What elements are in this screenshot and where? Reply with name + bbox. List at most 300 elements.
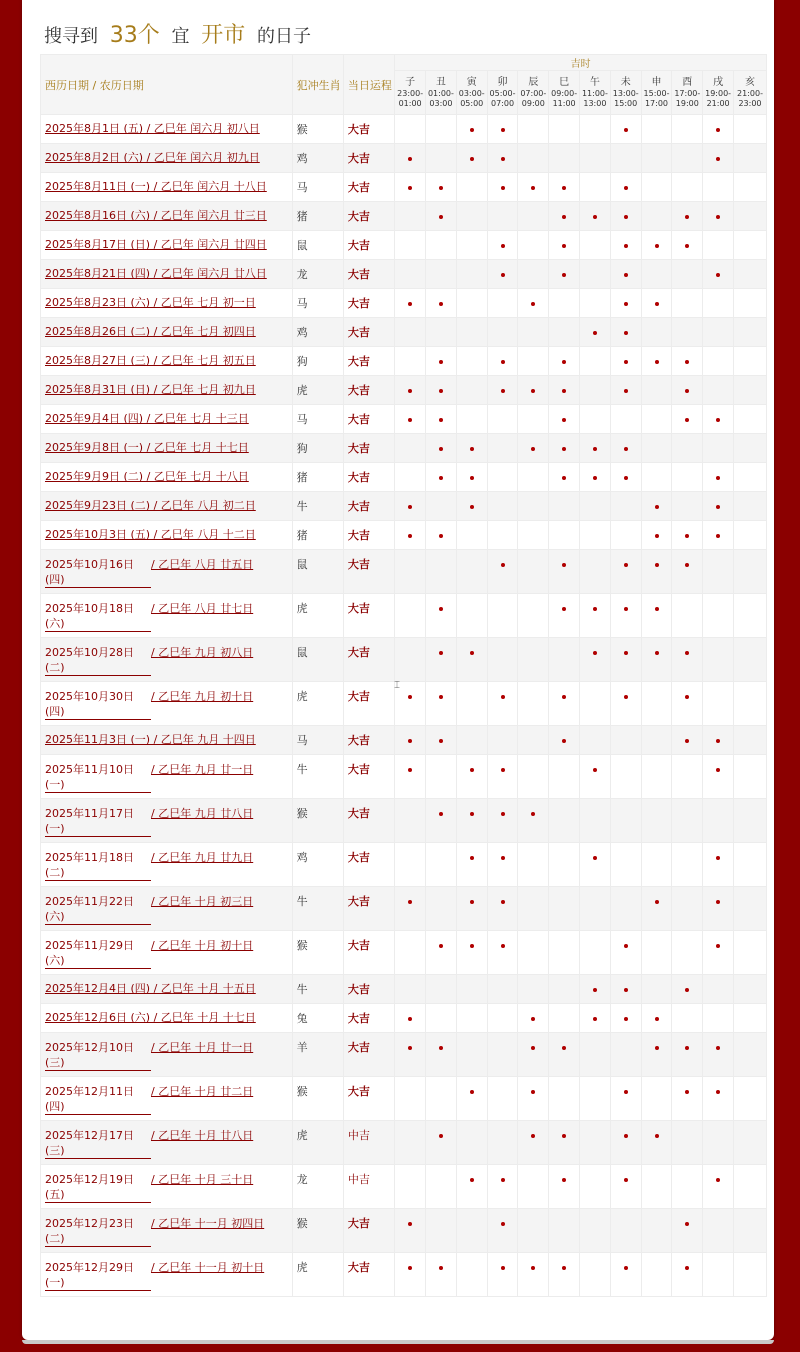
date-link[interactable]: 2025年11月18日	[45, 851, 134, 864]
auspicious-dot-icon	[624, 1017, 628, 1021]
hour-cell	[610, 1004, 641, 1033]
lunar-date-link[interactable]: / 乙巳年 八月 廿七日	[151, 602, 254, 615]
auspicious-dot-icon	[470, 1178, 474, 1182]
hour-cell	[426, 521, 457, 550]
table-row	[41, 492, 767, 521]
hour-cell	[487, 594, 518, 638]
hour-cell	[456, 463, 487, 492]
hour-cell	[703, 799, 734, 843]
auspicious-dot-icon	[624, 186, 628, 190]
date-link[interactable]: 2025年12月23日	[45, 1217, 134, 1230]
date-link[interactable]: 2025年12月19日	[45, 1173, 134, 1186]
date-link[interactable]: 2025年12月4日 (四) / 乙巳年 十月 十五日	[45, 982, 256, 995]
date-link[interactable]: 2025年11月22日	[45, 895, 134, 908]
hour-cell	[549, 594, 580, 638]
table-row	[41, 144, 767, 173]
date-link[interactable]: 2025年10月16日	[45, 558, 134, 571]
yunshi-cell: 大吉	[343, 463, 394, 492]
hour-cell	[641, 1121, 672, 1165]
lunar-date-link[interactable]: / 乙巳年 十月 廿八日	[151, 1129, 254, 1142]
date-link[interactable]: 2025年8月17日 (日) / 乙巳年 闰六月 廿四日	[45, 238, 267, 251]
weekday-label[interactable]: (六)	[45, 954, 65, 967]
hour-cell	[580, 843, 611, 887]
hour-cell	[487, 1033, 518, 1077]
hour-cell	[610, 144, 641, 173]
hour-cell	[456, 843, 487, 887]
hour-cell	[518, 231, 549, 260]
hour-cell	[703, 931, 734, 975]
hour-cell	[395, 434, 426, 463]
hour-cell	[641, 726, 672, 755]
weekday-label[interactable]: (二)	[45, 866, 65, 879]
date-cell	[41, 289, 293, 318]
auspicious-dot-icon	[562, 215, 566, 219]
hour-cell	[549, 1165, 580, 1209]
hour-cell	[426, 318, 457, 347]
table-row	[41, 173, 767, 202]
hour-cell	[703, 638, 734, 682]
lunar-date-link[interactable]: / 乙巳年 十月 三十日	[151, 1173, 254, 1186]
auspicious-dot-icon	[439, 476, 443, 480]
date-link[interactable]: 2025年8月11日 (一) / 乙巳年 闰六月 十八日	[45, 180, 267, 193]
auspicious-dot-icon	[716, 856, 720, 860]
hour-cell	[518, 434, 549, 463]
lunar-date-link[interactable]: / 乙巳年 九月 廿八日	[151, 807, 254, 820]
hour-cell	[395, 1165, 426, 1209]
hour-cell	[456, 434, 487, 463]
chong-cell: 羊	[292, 1033, 343, 1077]
date-link[interactable]: 2025年11月3日 (一) / 乙巳年 九月 十四日	[45, 733, 256, 746]
yunshi-cell: 大吉	[343, 115, 394, 144]
hour-cell	[395, 260, 426, 289]
hour-header	[734, 71, 767, 115]
auspicious-dot-icon	[655, 505, 659, 509]
hour-cell	[703, 682, 734, 726]
chong-cell: 马	[292, 405, 343, 434]
auspicious-dot-icon	[439, 607, 443, 611]
auspicious-dot-icon	[593, 447, 597, 451]
auspicious-dot-icon	[531, 302, 535, 306]
link-underline	[45, 631, 151, 632]
table-row	[41, 115, 767, 144]
table-row	[41, 755, 767, 799]
table-row	[41, 1004, 767, 1033]
hour-cell	[395, 115, 426, 144]
hour-cell	[487, 405, 518, 434]
hour-cell	[641, 682, 672, 726]
hour-cell	[672, 405, 703, 434]
hour-cell	[610, 289, 641, 318]
yunshi-cell: 大吉	[343, 347, 394, 376]
hour-cell	[426, 173, 457, 202]
hour-cell	[641, 492, 672, 521]
hour-cell	[456, 521, 487, 550]
yunshi-cell: 大吉	[343, 405, 394, 434]
hour-cell	[580, 550, 611, 594]
date-link[interactable]: 2025年11月17日	[45, 807, 134, 820]
hour-cell	[518, 347, 549, 376]
hour-cell	[580, 318, 611, 347]
hour-cell	[734, 1121, 767, 1165]
hour-cell	[549, 318, 580, 347]
date-cell	[41, 492, 293, 521]
hour-cell	[641, 755, 672, 799]
lunar-date-link[interactable]: / 乙巳年 九月 廿一日	[151, 763, 254, 776]
lunar-date-link[interactable]: / 乙巳年 九月 初十日	[151, 690, 254, 703]
date-link[interactable]: 2025年9月4日 (四) / 乙巳年 七月 十三日	[45, 412, 249, 425]
auspicious-dot-icon	[655, 1046, 659, 1050]
hour-cell	[549, 975, 580, 1004]
date-cell	[41, 726, 293, 755]
weekday-label[interactable]: (二)	[45, 1232, 65, 1245]
date-link[interactable]: 2025年10月30日	[45, 690, 134, 703]
auspicious-dot-icon	[501, 389, 505, 393]
hour-cell	[456, 1209, 487, 1253]
hour-cell	[610, 931, 641, 975]
hour-cell	[518, 1209, 549, 1253]
date-link[interactable]: 2025年10月3日 (五) / 乙巳年 八月 十二日	[45, 528, 256, 541]
hour-cell	[734, 289, 767, 318]
hour-cell	[426, 1165, 457, 1209]
auspicious-dot-icon	[685, 244, 689, 248]
auspicious-dot-icon	[470, 651, 474, 655]
auspicious-dot-icon	[624, 988, 628, 992]
chong-cell: 猴	[292, 799, 343, 843]
hour-cell	[487, 887, 518, 931]
hour-cell	[426, 682, 457, 726]
date-link[interactable]: 2025年8月23日 (六) / 乙巳年 七月 初一日	[45, 296, 256, 309]
yunshi-cell: 大吉	[343, 289, 394, 318]
hour-cell	[549, 492, 580, 521]
date-cell	[41, 173, 293, 202]
hour-cell	[703, 975, 734, 1004]
date-link[interactable]: 2025年10月18日	[45, 602, 134, 615]
table-row	[41, 1253, 767, 1297]
date-link[interactable]: 2025年9月23日 (二) / 乙巳年 八月 初二日	[45, 499, 256, 512]
auspicious-dot-icon	[470, 944, 474, 948]
hour-cell	[487, 682, 518, 726]
date-link[interactable]: 2025年8月21日 (四) / 乙巳年 闰六月 廿八日	[45, 267, 267, 280]
auspicious-dot-icon	[501, 768, 505, 772]
lunar-date-link[interactable]: / 乙巳年 八月 廿五日	[151, 558, 254, 571]
weekday-label[interactable]: (六)	[45, 617, 65, 630]
date-link[interactable]: 2025年9月9日 (二) / 乙巳年 七月 十八日	[45, 470, 249, 483]
date-cell	[41, 115, 293, 144]
hour-cell	[456, 173, 487, 202]
hour-cell	[487, 434, 518, 463]
hour-cell	[703, 492, 734, 521]
chong-cell: 狗	[292, 434, 343, 463]
hour-cell	[456, 1121, 487, 1165]
weekday-label[interactable]: (一)	[45, 1276, 65, 1289]
hour-cell	[518, 376, 549, 405]
table-row	[41, 521, 767, 550]
chong-cell: 虎	[292, 376, 343, 405]
date-link[interactable]: 2025年8月16日 (六) / 乙巳年 闰六月 廿三日	[45, 209, 267, 222]
date-link[interactable]: 2025年12月6日 (六) / 乙巳年 十月 十七日	[45, 1011, 256, 1024]
table-row	[41, 1165, 767, 1209]
auspicious-dot-icon	[408, 534, 412, 538]
hour-cell	[580, 682, 611, 726]
hour-cell	[549, 1253, 580, 1297]
hour-cell	[426, 843, 457, 887]
auspicious-dot-icon	[562, 476, 566, 480]
weekday-label[interactable]: (四)	[45, 573, 65, 586]
hour-cell	[580, 492, 611, 521]
hour-cell	[734, 231, 767, 260]
hour-cell	[426, 1209, 457, 1253]
hour-cell	[426, 1253, 457, 1297]
hour-cell	[549, 347, 580, 376]
hour-cell	[518, 260, 549, 289]
yunshi-cell: 大吉	[343, 1077, 394, 1121]
auspicious-dot-icon	[624, 215, 628, 219]
chong-cell: 猴	[292, 931, 343, 975]
auspicious-dot-icon	[439, 695, 443, 699]
date-link[interactable]: 2025年8月2日 (六) / 乙巳年 闰六月 初九日	[45, 151, 260, 164]
date-link[interactable]: 2025年12月11日	[45, 1085, 134, 1098]
lunar-date-link[interactable]: / 乙巳年 九月 初八日	[151, 646, 254, 659]
chong-cell: 鼠	[292, 550, 343, 594]
yunshi-cell: 大吉	[343, 1004, 394, 1033]
chong-cell: 猪	[292, 521, 343, 550]
auspicious-dot-icon	[501, 273, 505, 277]
col-header-date: 西历日期 / 农历日期	[41, 55, 293, 115]
auspicious-dot-icon	[655, 563, 659, 567]
weekday-label[interactable]: (三)	[45, 1056, 65, 1069]
hour-cell	[426, 550, 457, 594]
date-link[interactable]: 2025年8月26日 (二) / 乙巳年 七月 初四日	[45, 325, 256, 338]
date-link[interactable]: 2025年8月1日 (五) / 乙巳年 闰六月 初八日	[45, 122, 260, 135]
hour-cell	[641, 434, 672, 463]
auspicious-dot-icon	[624, 273, 628, 277]
hour-cell	[734, 347, 767, 376]
hour-cell	[395, 318, 426, 347]
table-row	[41, 1121, 767, 1165]
hour-cell	[580, 231, 611, 260]
hour-branch: 申	[651, 77, 662, 88]
auspicious-dot-icon	[716, 1046, 720, 1050]
date-link[interactable]: 2025年12月10日	[45, 1041, 134, 1054]
lunar-date-link[interactable]: / 乙巳年 十月 廿二日	[151, 1085, 254, 1098]
hour-cell	[487, 726, 518, 755]
yunshi-cell: 大吉	[343, 799, 394, 843]
chong-cell: 鼠	[292, 231, 343, 260]
hour-cell	[734, 1209, 767, 1253]
auspicious-dot-icon	[439, 302, 443, 306]
date-cell	[41, 887, 293, 931]
hour-cell	[610, 638, 641, 682]
lunar-date-link[interactable]: / 乙巳年 十一月 初十日	[151, 1261, 265, 1274]
hour-cell	[610, 975, 641, 1004]
hour-cell	[580, 521, 611, 550]
hour-cell	[456, 682, 487, 726]
auspicious-dot-icon	[685, 418, 689, 422]
table-row	[41, 726, 767, 755]
auspicious-dot-icon	[531, 1266, 535, 1270]
date-link[interactable]: 2025年8月27日 (三) / 乙巳年 七月 初五日	[45, 354, 256, 367]
hour-cell	[395, 144, 426, 173]
hour-branch: 巳	[559, 77, 570, 88]
table-row	[41, 682, 767, 726]
yunshi-cell: 大吉	[343, 434, 394, 463]
table-row	[41, 376, 767, 405]
auspicious-dot-icon	[408, 418, 412, 422]
hour-cell	[426, 231, 457, 260]
yunshi-cell: 中吉	[343, 1121, 394, 1165]
lunar-date-link[interactable]: / 乙巳年 九月 廿九日	[151, 851, 254, 864]
hour-cell	[426, 376, 457, 405]
lunar-date-link[interactable]: / 乙巳年 十月 廿一日	[151, 1041, 254, 1054]
auspicious-dot-icon	[716, 157, 720, 161]
hour-cell	[487, 1209, 518, 1253]
hour-cell	[610, 231, 641, 260]
weekday-label[interactable]: (二)	[45, 661, 65, 674]
auspicious-dot-icon	[716, 273, 720, 277]
hour-cell	[395, 887, 426, 931]
hour-cell	[672, 843, 703, 887]
hour-cell	[703, 434, 734, 463]
hour-cell	[672, 931, 703, 975]
auspicious-dot-icon	[685, 1222, 689, 1226]
auspicious-dot-icon	[685, 215, 689, 219]
results-table	[40, 54, 767, 1297]
hour-cell	[703, 843, 734, 887]
hour-cell	[641, 405, 672, 434]
auspicious-dot-icon	[470, 856, 474, 860]
auspicious-dot-icon	[408, 302, 412, 306]
auspicious-dot-icon	[685, 389, 689, 393]
weekday-label[interactable]: (一)	[45, 778, 65, 791]
table-row	[41, 231, 767, 260]
hour-cell	[487, 318, 518, 347]
weekday-label[interactable]: (四)	[45, 1100, 65, 1113]
date-link[interactable]: 2025年11月10日	[45, 763, 134, 776]
hour-cell	[426, 289, 457, 318]
date-link[interactable]: 2025年10月28日	[45, 646, 134, 659]
auspicious-dot-icon	[593, 988, 597, 992]
hour-header	[518, 71, 549, 115]
hour-cell	[456, 202, 487, 231]
date-link[interactable]: 2025年11月29日	[45, 939, 134, 952]
date-cell	[41, 347, 293, 376]
hour-cell	[734, 1077, 767, 1121]
chong-cell: 猪	[292, 202, 343, 231]
auspicious-dot-icon	[531, 389, 535, 393]
hour-cell	[549, 260, 580, 289]
auspicious-dot-icon	[439, 418, 443, 422]
hour-cell	[610, 1077, 641, 1121]
hour-cell	[456, 1253, 487, 1297]
hour-cell	[610, 202, 641, 231]
auspicious-dot-icon	[685, 1090, 689, 1094]
hour-cell	[610, 1165, 641, 1209]
auspicious-dot-icon	[439, 215, 443, 219]
lunar-date-link[interactable]: / 乙巳年 十月 初三日	[151, 895, 254, 908]
yunshi-cell: 大吉	[343, 975, 394, 1004]
hour-cell	[456, 492, 487, 521]
yunshi-cell: 大吉	[343, 638, 394, 682]
hour-cell	[518, 1077, 549, 1121]
yunshi-cell: 大吉	[343, 521, 394, 550]
table-row	[41, 638, 767, 682]
auspicious-dot-icon	[501, 360, 505, 364]
auspicious-dot-icon	[562, 447, 566, 451]
hour-cell	[672, 144, 703, 173]
weekday-label[interactable]: (一)	[45, 822, 65, 835]
hour-cell	[610, 887, 641, 931]
date-link[interactable]: 2025年12月29日	[45, 1261, 134, 1274]
hour-cell	[580, 1004, 611, 1033]
hour-cell	[703, 260, 734, 289]
auspicious-dot-icon	[408, 768, 412, 772]
hour-cell	[672, 347, 703, 376]
hour-header	[395, 71, 426, 115]
hour-cell	[610, 260, 641, 289]
yunshi-cell: 大吉	[343, 376, 394, 405]
chong-cell: 龙	[292, 260, 343, 289]
date-link[interactable]: 2025年8月31日 (日) / 乙巳年 七月 初九日	[45, 383, 256, 396]
hour-cell	[610, 843, 641, 887]
hour-cell	[734, 492, 767, 521]
auspicious-dot-icon	[562, 389, 566, 393]
auspicious-dot-icon	[562, 1266, 566, 1270]
date-link[interactable]: 2025年9月8日 (一) / 乙巳年 七月 十七日	[45, 441, 249, 454]
hour-cell	[549, 550, 580, 594]
hour-cell	[426, 931, 457, 975]
weekday-label[interactable]: (六)	[45, 910, 65, 923]
hour-range: 05:00-07:00	[489, 89, 516, 108]
chong-cell: 马	[292, 289, 343, 318]
weekday-label[interactable]: (四)	[45, 705, 65, 718]
hour-cell	[518, 755, 549, 799]
hour-cell	[641, 843, 672, 887]
lunar-date-link[interactable]: / 乙巳年 十月 初十日	[151, 939, 254, 952]
hour-range: 11:00-13:00	[581, 89, 608, 108]
hour-cell	[518, 887, 549, 931]
date-cell	[41, 550, 293, 594]
auspicious-dot-icon	[501, 157, 505, 161]
hour-cell	[518, 1004, 549, 1033]
hour-cell	[641, 887, 672, 931]
hour-cell	[456, 799, 487, 843]
hour-cell	[549, 1077, 580, 1121]
auspicious-dot-icon	[408, 900, 412, 904]
auspicious-dot-icon	[593, 856, 597, 860]
date-cell	[41, 1004, 293, 1033]
hour-cell	[641, 594, 672, 638]
chong-cell: 虎	[292, 1121, 343, 1165]
hour-cell	[734, 115, 767, 144]
hour-cell	[395, 376, 426, 405]
auspicious-dot-icon	[501, 128, 505, 132]
link-underline	[45, 836, 151, 837]
auspicious-dot-icon	[655, 900, 659, 904]
date-link[interactable]: 2025年12月17日	[45, 1129, 134, 1142]
chong-cell: 牛	[292, 755, 343, 799]
weekday-label[interactable]: (五)	[45, 1188, 65, 1201]
hour-cell	[672, 1165, 703, 1209]
weekday-label[interactable]: (三)	[45, 1144, 65, 1157]
lunar-date-link[interactable]: / 乙巳年 十一月 初四日	[151, 1217, 265, 1230]
hour-cell	[456, 376, 487, 405]
auspicious-dot-icon	[685, 695, 689, 699]
hour-cell	[518, 492, 549, 521]
hour-cell	[487, 799, 518, 843]
auspicious-dot-icon	[562, 273, 566, 277]
hour-cell	[580, 594, 611, 638]
auspicious-dot-icon	[655, 302, 659, 306]
